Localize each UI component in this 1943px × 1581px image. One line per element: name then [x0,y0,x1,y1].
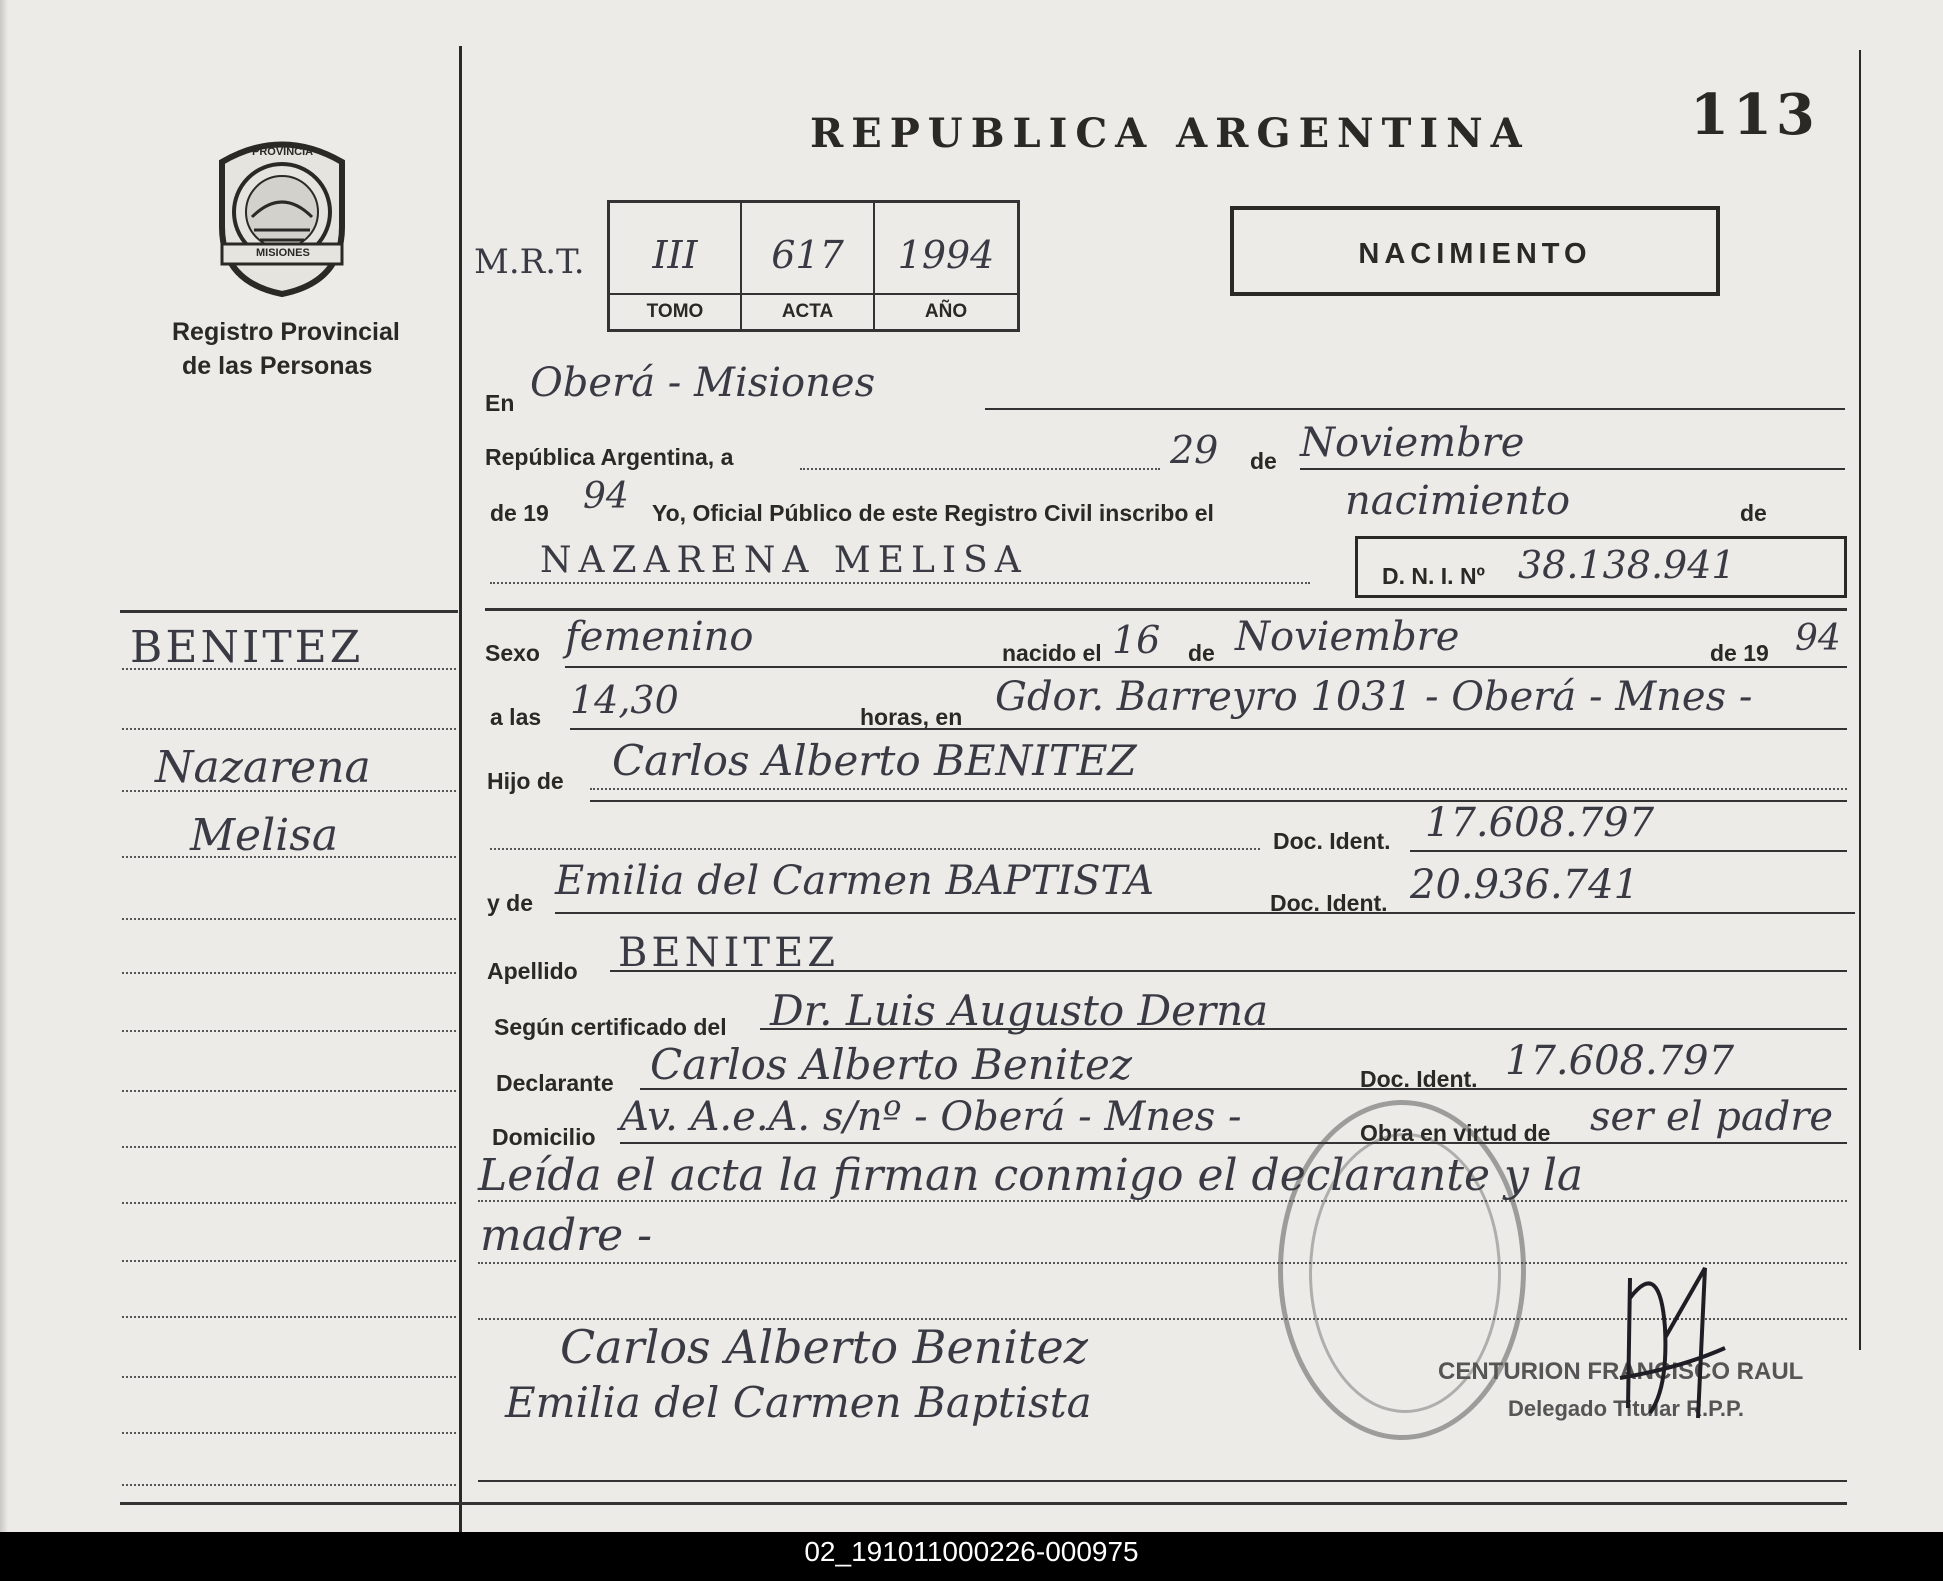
mrt-label: M.R.T. [474,242,585,282]
left-given-name-2: Melisa [190,810,339,861]
day-month-separator: de [1250,448,1277,474]
obra-label: Obra en virtud de [1360,1120,1551,1146]
hour-value: 14,30 [570,678,679,722]
org-name-line2: de las Personas [182,352,373,380]
mother-doc-label: Doc. Ident. [1270,890,1388,916]
official-signature [1610,1238,1730,1438]
left-ruled-line [122,790,456,792]
act-type-box [1230,206,1720,296]
closing-line-1: Leída el acta la firman conmigo el declarante y la [478,1150,1584,1201]
official-title: Delegado Titular R.P.P. [1508,1396,1744,1421]
domicilio-label: Domicilio [492,1124,596,1150]
segun-label: Según certificado del [494,1014,727,1040]
left-surname: BENITEZ [130,622,364,673]
org-name-line1: Registro Provincial [172,318,400,346]
father-name: Carlos Alberto BENITEZ [612,736,1137,785]
dni-label: D. N. I. Nº [1382,563,1485,589]
sexo-label: Sexo [485,640,540,666]
birth-month-separator: de [1188,640,1215,666]
certificate-value: Dr. Luis Augusto Derna [770,986,1269,1035]
left-ruled-line [122,668,456,670]
left-ruled-line [122,856,456,858]
dni-box [1355,536,1847,598]
left-ruled-line [122,1432,456,1434]
yde-label: y de [487,890,534,916]
year-value: 94 [583,476,629,517]
tomo-label: TOMO [646,301,704,322]
left-ruled-line [122,1090,456,1092]
left-ruled-line [122,1484,456,1486]
domicilio-value: Av. A.e.A. s/nº - Oberá - Mnes - [620,1094,1242,1140]
birth-month: Noviembre [1235,614,1460,660]
left-ruled-line [122,972,456,974]
mother-doc: 20.936.741 [1410,862,1640,908]
declarante-label: Declarante [496,1070,614,1096]
left-panel-divider [120,610,458,613]
record-box [607,200,1020,332]
left-ruled-line [122,1376,456,1378]
left-ruled-line [122,918,456,920]
signature-mother: Emilia del Carmen Baptista [505,1378,1092,1427]
page-number: 113 [1690,82,1819,148]
left-given-name-1: Nazarena [155,742,371,793]
nacido-label: nacido el [1002,640,1102,666]
right-border-line [1859,50,1861,1350]
seal-top-text: PROVINCIA [252,146,314,158]
footer-code: 02_191011000226-000975 [804,1536,1139,1567]
act-type-label: NACIMIENTO [1358,238,1592,270]
child-name: NAZARENA MELISA [540,540,1028,581]
birth-year: 94 [1795,618,1841,659]
tomo-value: III [652,233,698,277]
left-ruled-line [122,1146,456,1148]
father-doc-label: Doc. Ident. [1273,828,1391,854]
de19-label: de 19 [490,500,549,526]
closing-line-2: madre - [480,1210,653,1261]
left-ruled-line [122,728,456,730]
apellido-label: Apellido [487,958,578,984]
obra-value: ser el padre [1590,1094,1834,1140]
month-value: Noviembre [1300,420,1525,466]
ano-value: 1994 [897,233,995,277]
left-ruled-line [122,1260,456,1262]
official-stamp [1278,1100,1526,1440]
acta-label: ACTA [781,301,834,322]
bottom-rule [120,1502,1847,1505]
ano-label: AÑO [924,301,968,322]
birth-de19-label: de 19 [1710,640,1769,666]
hijo-label: Hijo de [487,768,564,794]
seal-bottom-text: MISIONES [256,247,310,259]
province-seal [212,132,352,297]
declarante-doc: 17.608.797 [1505,1038,1735,1084]
alas-label: a las [490,704,542,730]
de-label-2: de [1740,500,1767,526]
official-name: CENTURION FRANCISCO RAUL [1438,1358,1804,1385]
en-value: Oberá - Misiones [530,360,876,406]
sexo-value: femenino [565,614,754,660]
declarante-doc-label: Doc. Ident. [1360,1066,1478,1092]
birth-day: 16 [1112,618,1161,662]
father-doc: 17.608.797 [1425,800,1655,846]
act-value: nacimiento [1345,478,1571,524]
horas-label: horas, en [860,704,963,730]
republica-label: República Argentina, a [485,444,734,470]
country-title: REPUBLICA ARGENTINA [810,110,1530,157]
signature-declarante: Carlos Alberto Benitez [560,1320,1088,1374]
mother-name: Emilia del Carmen BAPTISTA [555,858,1154,904]
day-value: 29 [1170,428,1219,472]
birth-place: Gdor. Barreyro 1031 - Oberá - Mnes - [995,674,1753,720]
yo-text: Yo, Oficial Público de este Registro Civil inscribo el [652,500,1214,526]
apellido-value: BENITEZ [618,930,840,976]
left-ruled-line [122,1202,456,1204]
en-label: En [485,390,515,416]
left-ruled-line [122,1030,456,1032]
acta-value: 617 [771,233,844,277]
dni-value: 38.138.941 [1518,543,1736,587]
left-ruled-line [122,1316,456,1318]
declarante-value: Carlos Alberto Benitez [650,1040,1133,1089]
left-border-line [459,46,462,1532]
header-bottom-rule [485,608,1847,611]
